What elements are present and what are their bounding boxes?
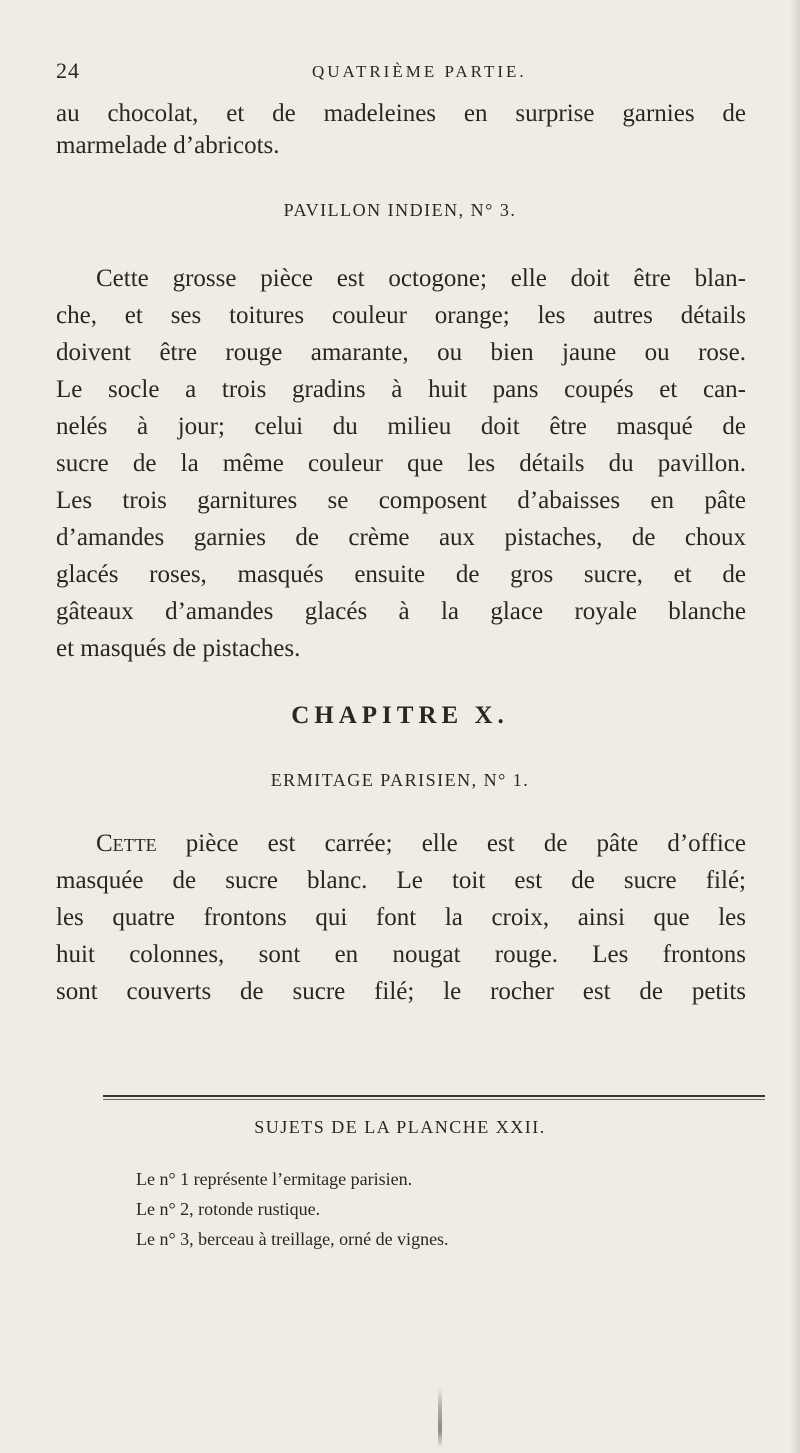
intro-line: marmelade d’abricots.	[56, 132, 280, 159]
plate-item: Le n° 1 représente l’ermitage parisien.	[136, 1169, 413, 1189]
page-header	[56, 58, 746, 88]
paragraph-line: glacés roses, masqués ensuite de gros sucre, et de	[56, 561, 746, 588]
footnote-rule-thin	[103, 1099, 765, 1100]
chapter-subheading: ERMITAGE PARISIEN, N° 1.	[270, 770, 530, 790]
chapter-title: CHAPITRE X.	[291, 702, 509, 729]
drop-word: Cette	[96, 830, 157, 857]
paragraph-line: huit colonnes, sont en nougat rouge. Les frontons	[56, 941, 746, 968]
paragraph-line: Cette grosse pièce est octogone; elle doit être blan-	[96, 265, 746, 292]
page-number: 24	[56, 58, 80, 83]
section-heading: PAVILLON INDIEN, N° 3.	[283, 200, 517, 220]
paragraph-line: nelés à jour; celui du milieu doit être masqué de	[56, 413, 746, 440]
paragraph-line-text: pièce est carrée; elle est de pâte d’office	[156, 830, 746, 857]
paragraph-line: masquée de sucre blanc. Le toit est de sucre filé;	[56, 867, 746, 894]
paragraph-line: et masqués de pistaches.	[56, 635, 301, 662]
paragraph-line: sucre de la même couleur que les détails du pavillon.	[56, 450, 746, 477]
intro-line: au chocolat, et de madeleines en surprise garnies de	[56, 100, 746, 127]
paragraph-line: sont couverts de sucre filé; le rocher est de petits	[56, 978, 746, 1005]
paragraph-line: che, et ses toitures couleur orange; les autres détails	[56, 302, 746, 329]
paragraph-line: les quatre frontons qui font la croix, ainsi que les	[56, 904, 746, 931]
paragraph-line: gâteaux d’amandes glacés à la glace royale blanche	[56, 598, 746, 625]
paragraph-line: doivent être rouge amarante, ou bien jaune ou rose.	[56, 339, 746, 366]
plate-heading: SUJETS DE LA PLANCHE XXII.	[254, 1117, 546, 1137]
plate-item: Le n° 3, berceau à treillage, orné de vignes.	[136, 1229, 449, 1249]
plate-item: Le n° 2, rotonde rustique.	[136, 1199, 321, 1219]
paragraph-line: d’amandes garnies de crème aux pistaches, de choux	[56, 524, 746, 551]
footnote-rule	[103, 1095, 765, 1097]
paragraph-line: Les trois garnitures se composent d’abaisses en pâte	[56, 487, 746, 514]
paragraph-line	[96, 828, 746, 860]
running-head: QUATRIÈME PARTIE.	[312, 62, 527, 81]
bleed-mark	[438, 1388, 442, 1448]
paragraph-line: Le socle a trois gradins à huit pans coupés et can-	[56, 376, 746, 403]
